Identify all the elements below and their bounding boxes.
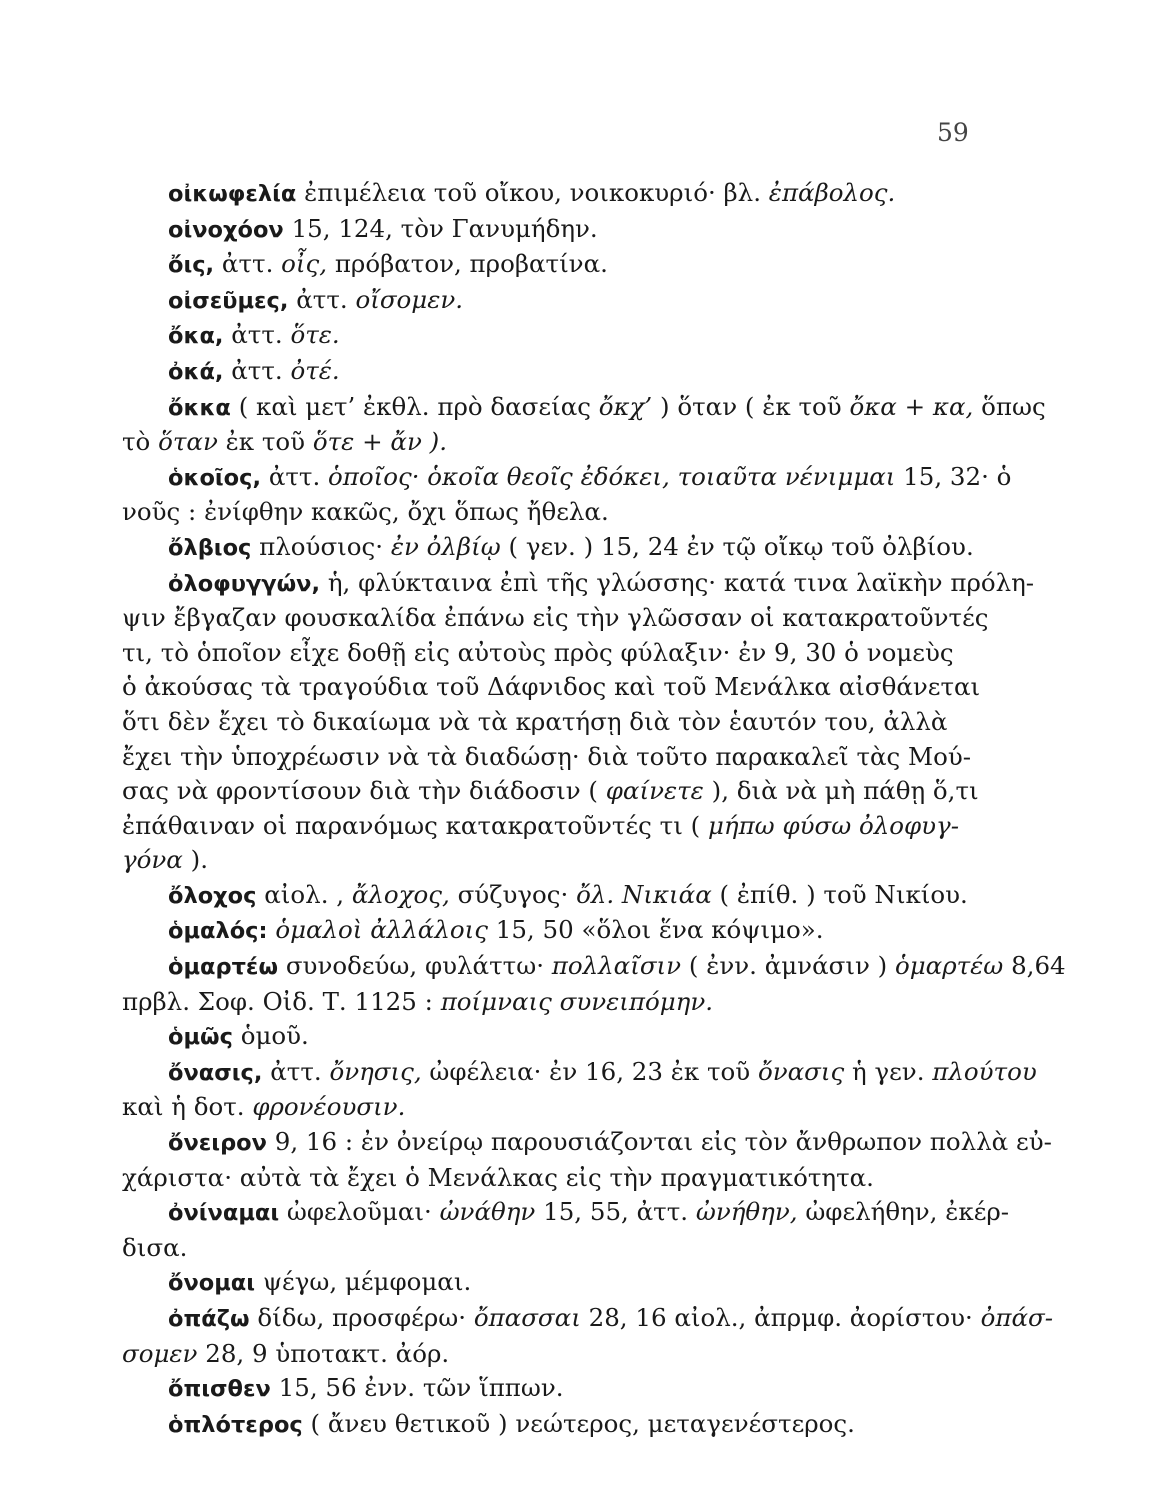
italic-term: ὠνήθην, xyxy=(695,1197,798,1227)
definition-text: ( γεν. ) 15, 24 ἐν τῷ οἴκῳ τοῦ ὀλβίου. xyxy=(500,531,974,561)
definition-text: δίδω, προσφέρω· xyxy=(257,1303,474,1332)
dictionary-entry xyxy=(122,1407,967,1443)
definition-text: ἀττ. xyxy=(221,249,282,279)
definition-text: ἡ, φλύκταινα ἐπὶ τῆς γλώσσης· κατά τινα λαϊκὴν πρόλη- xyxy=(327,567,1035,597)
definition-text: ὁμοῦ. xyxy=(240,1021,309,1051)
dictionary-entry xyxy=(122,176,967,212)
italic-term: ὄκχ’ xyxy=(598,391,653,421)
definition-text: ὠφελοῦμαι· xyxy=(286,1197,440,1227)
entry-line xyxy=(168,1195,1010,1231)
definition-text: ὅτι δὲν ἔχει τὸ δικαίωμα νὰ τὰ κρατήσῃ διὰ τὸν ἑαυτόν του, ἀλλὰ xyxy=(122,706,948,736)
entry-line xyxy=(168,949,1066,985)
entry-line xyxy=(168,1265,967,1301)
headword: ὁμῶς xyxy=(168,1024,233,1051)
entry-line xyxy=(122,985,967,1020)
headword: ὄλοχος xyxy=(168,882,257,909)
entry-line xyxy=(122,1337,967,1372)
entry-line xyxy=(168,566,1035,602)
entry-line xyxy=(168,1125,1052,1161)
definition-text: ὅπως xyxy=(973,391,1046,421)
entry-line xyxy=(168,1301,1054,1337)
dictionary-entry xyxy=(122,949,1066,1019)
headword: ὄνασις, xyxy=(168,1059,263,1086)
dictionary-entry xyxy=(122,1019,967,1055)
italic-term: ὁμαρτέω xyxy=(894,951,1004,981)
dictionary-entry xyxy=(122,212,967,248)
italic-term: ὅταν xyxy=(158,427,218,457)
headword: ὁμαλός: xyxy=(168,918,268,945)
definition-text: ψέγω, μέμφομαι. xyxy=(262,1267,472,1297)
definition-text: 9, 16 : ἐν ὀνείρῳ παρουσιάζονται εἰς τὸν ἄνθρωπον πολλὰ εὐ- xyxy=(274,1127,1052,1157)
definition-text: 15, 124, τὸν Γανυμήδην. xyxy=(291,213,598,243)
entry-line xyxy=(122,601,989,636)
entry-line xyxy=(122,1161,967,1196)
italic-term: ἄλοχος, xyxy=(351,879,450,909)
definition-text: δισα. xyxy=(122,1232,188,1262)
page-number: 59 xyxy=(937,118,969,147)
entry-line xyxy=(168,354,967,390)
definition-text: 8,64 xyxy=(1003,951,1066,981)
entry-line xyxy=(168,247,967,283)
italic-term: ὀπάσ- xyxy=(980,1303,1054,1332)
definition-text: ) ὅταν ( ἐκ τοῦ xyxy=(652,391,850,421)
definition-text: ἔχει τὴν ὑποχρέωσιν νὰ τὰ διαδώσῃ· διὰ τοῦτο παρακαλεῖ τὰς Μού- xyxy=(122,741,972,771)
italic-term: ὀτέ. xyxy=(290,355,340,385)
entry-line xyxy=(168,176,967,212)
dictionary-entry xyxy=(122,1371,967,1407)
definition-text: ( ἐνν. ἀμνάσιν ) xyxy=(681,951,895,981)
italic-term: ἐπάβολος. xyxy=(768,178,896,207)
italic-term: ὄνασις xyxy=(757,1056,845,1086)
definition-text: 28, 9 ὑποτακτ. ἀόρ. xyxy=(197,1338,450,1368)
headword: ὁμαρτέω xyxy=(168,954,279,981)
dictionary-entry xyxy=(122,1125,1052,1195)
definition-text: ). xyxy=(182,845,208,875)
italic-term: ὄλ. Νικιάα xyxy=(576,879,712,909)
entry-line xyxy=(168,913,967,949)
entry-line xyxy=(122,1231,967,1266)
definition-text: ἐκ τοῦ xyxy=(217,427,313,457)
headword: ὀκά, xyxy=(168,358,224,385)
dictionary-entry xyxy=(122,318,967,354)
dictionary-entry xyxy=(122,390,1046,460)
dictionary-entry xyxy=(122,460,1012,530)
definition-text: ( ἄνευ θετικοῦ ) νεώτερος, μεταγενέστερος. xyxy=(310,1408,855,1438)
italic-term: ὅτε. xyxy=(290,320,340,350)
italic-term: ὁποῖος· ὁκοῖα θεοῖς ἐδόκει, τοιαῦτα νένιμμαι xyxy=(328,461,896,491)
headword: ὀπάζω xyxy=(168,1306,250,1332)
definition-text: 15, 32· ὁ xyxy=(895,461,1012,491)
italic-term: ὠνάθην xyxy=(439,1197,536,1227)
definition-text: ), διὰ νὰ μὴ πάθῃ ὅ,τι xyxy=(703,776,979,806)
dictionary-entry xyxy=(122,566,1035,878)
definition-text: σύζυγος· xyxy=(449,879,577,909)
dictionary-entry xyxy=(122,1195,1010,1265)
definition-text: ἀττ. xyxy=(231,320,291,350)
dictionary-entry xyxy=(122,283,967,319)
entry-line xyxy=(168,530,974,566)
definition-text: ἀττ. xyxy=(268,461,329,491)
headword: ὀλοφυγγών, xyxy=(168,570,321,597)
definition-text: ὁ ἀκούσας τὰ τραγούδια τοῦ Δάφνιδος καὶ τοῦ Μενάλκα αἰσθάνεται xyxy=(122,672,981,702)
dictionary-entry xyxy=(122,878,967,914)
entry-line xyxy=(122,1090,967,1125)
entry-line xyxy=(168,1371,967,1407)
entry-line xyxy=(122,740,972,775)
headword: ὀνίναμαι xyxy=(168,1200,280,1227)
definition-text: πλούσιος· xyxy=(259,531,391,561)
entry-line xyxy=(168,1407,967,1443)
entry-line xyxy=(168,283,967,319)
entry-line xyxy=(122,809,967,844)
definition-text: πρβλ. Σοφ. Οἰδ. Τ. 1125 : xyxy=(122,986,441,1016)
definition-text: ἐπιμέλεια τοῦ οἴκου, νοικοκυριό· βλ. xyxy=(304,178,769,207)
italic-term: ὄπασσαι xyxy=(473,1303,581,1332)
definition-text: καὶ ἡ δοτ. xyxy=(122,1092,253,1122)
entry-line xyxy=(122,670,981,705)
italic-term: ὁμαλοὶ ἀλλάλοις xyxy=(275,915,488,945)
italic-term: ὄκα + κα, xyxy=(849,391,974,421)
entry-line xyxy=(168,1019,967,1055)
entry-line xyxy=(122,774,979,809)
dictionary-entry xyxy=(122,354,967,390)
italic-term: πολλαῖσιν xyxy=(551,951,682,981)
italic-term: ποίμναις συνειπόμην. xyxy=(440,986,714,1016)
dictionary-entries xyxy=(122,176,1066,1442)
headword: ὄπισθεν xyxy=(168,1376,271,1403)
entry-line xyxy=(168,460,1012,496)
entry-line xyxy=(122,425,967,460)
definition-text: σας νὰ φροντίσουν διὰ τὴν διάδοσιν ( xyxy=(122,776,606,806)
italic-term: φρονέουσιν. xyxy=(252,1092,406,1122)
entry-line xyxy=(122,705,967,740)
definition-text: ἀττ. xyxy=(296,284,356,314)
definition-text: ὠφέλεια· ἐν 16, 23 ἐκ τοῦ xyxy=(421,1056,758,1086)
entry-line xyxy=(168,390,1046,426)
definition-text: ἀττ. xyxy=(231,355,291,385)
dictionary-entry xyxy=(122,1301,1054,1371)
definition-text: ἐπάθαιναν οἱ παρανόμως κατακρατοῦντές τι ( xyxy=(122,810,708,840)
entry-line xyxy=(168,212,967,248)
definition-text: 15, 50 «ὅλοι ἕνα κόψιμο». xyxy=(487,915,824,945)
headword: οἰσεῦμες, xyxy=(168,287,289,314)
italic-term: οἶς, xyxy=(281,249,328,279)
dictionary-entry xyxy=(122,247,967,283)
definition-text: ὠφελήθην, ἐκέρ- xyxy=(797,1197,1010,1227)
headword: ὄλβιος xyxy=(168,534,252,561)
italic-term: φαίνετε xyxy=(605,776,704,806)
definition-text: 15, 56 ἐνν. τῶν ἵππων. xyxy=(278,1373,564,1403)
headword: ὄις, xyxy=(168,252,215,279)
definition-text: τι, τὸ ὁποῖον εἶχε δοθῇ εἰς αὐτοὺς πρὸς φύλαξιν· ἐν 9, 30 ὁ νομεὺς xyxy=(122,637,954,667)
definition-text: ( καὶ μετ’ ἐκθλ. πρὸ δασείας xyxy=(238,391,599,421)
definition-text: 28, 16 αἰολ., ἀπρμφ. ἀορίστου· xyxy=(580,1303,981,1332)
definition-text: τὸ xyxy=(122,427,159,457)
headword: ὄκα, xyxy=(168,323,224,350)
headword: ὁκοῖος, xyxy=(168,464,262,491)
definition-text: συνοδεύω, φυλάττω· xyxy=(285,951,552,981)
italic-term: ἐν ὀλβίῳ xyxy=(390,531,501,561)
headword: ὁπλότερος xyxy=(168,1411,303,1438)
definition-text: αἰολ. , xyxy=(264,879,352,909)
definition-text: ἀττ. xyxy=(270,1056,330,1086)
headword: ὄκκα xyxy=(168,394,231,421)
entry-line xyxy=(122,495,967,530)
definition-text: ψιν ἔβγαζαν φουσκαλίδα ἐπάνω εἰς τὴν γλῶσσαν οἱ κατακρατοῦντές xyxy=(122,603,989,633)
dictionary-entry xyxy=(122,530,974,566)
headword: ὄνειρον xyxy=(168,1130,267,1157)
definition-text: ( ἐπίθ. ) τοῦ Νικίου. xyxy=(711,879,968,909)
entry-line xyxy=(122,636,967,671)
italic-term: πλούτου xyxy=(932,1056,1037,1086)
italic-term: ὅτε + ἄν ). xyxy=(312,427,448,457)
dictionary-entry xyxy=(122,913,967,949)
entry-line xyxy=(122,843,967,878)
definition-text: πρόβατον, προβατίνα. xyxy=(327,249,608,279)
entry-line xyxy=(168,878,967,914)
entry-line xyxy=(168,1055,1037,1091)
italic-term: οἴσομεν. xyxy=(355,284,464,314)
italic-term: μήπω φύσω ὀλοφυγ- xyxy=(707,810,959,840)
dictionary-entry xyxy=(122,1265,967,1301)
definition-text: νοῦς : ἐνίφθην κακῶς, ὄχι ὅπως ἤθελα. xyxy=(122,497,609,527)
italic-term: σομεν xyxy=(122,1338,198,1368)
headword: ὄνομαι xyxy=(168,1270,256,1297)
headword: οἰνοχόον xyxy=(168,216,284,243)
definition-text: ἡ γεν. xyxy=(844,1056,933,1086)
italic-term: ὄνησις, xyxy=(329,1056,422,1086)
headword: οἰκωφελία xyxy=(168,181,297,207)
italic-term: γόνα xyxy=(122,845,183,875)
definition-text: χάριστα· αὐτὰ τὰ ἔχει ὁ Μενάλκας εἰς τὴν πραγματικότητα. xyxy=(122,1162,874,1192)
dictionary-entry xyxy=(122,1055,1037,1125)
definition-text: 15, 55, ἀττ. xyxy=(535,1197,696,1227)
entry-line xyxy=(168,318,967,354)
